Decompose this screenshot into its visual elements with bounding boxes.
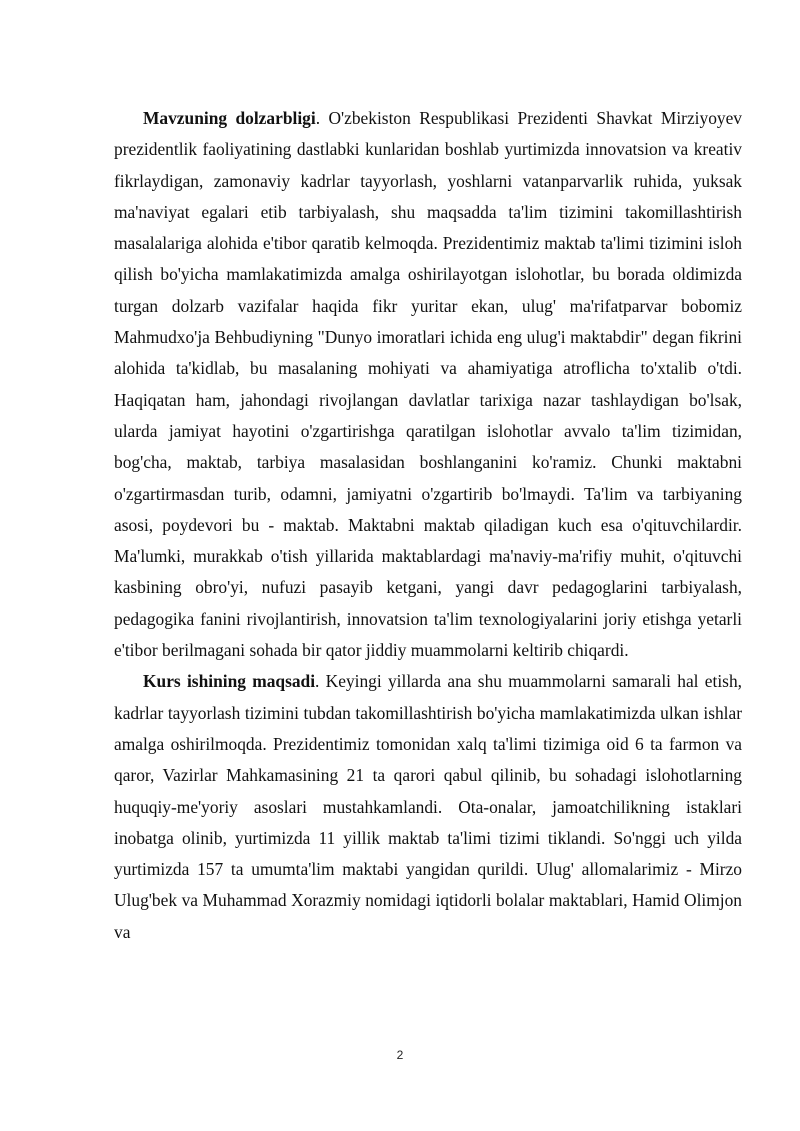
body-text bbox=[114, 103, 742, 948]
paragraph-text: . O'zbekiston Respublikasi Prezidenti Shavkat Mirziyoyev prezidentlik faoliyatining dastlabki kunlaridan boshlab yurtimizda innovatsion va kreativ fikrlaydigan, zamonaviy kadrlar tayyorlash, yoshlarni vatanparvarlik ruhida, yuksak ma'naviyat egalari etib tarbiyalash, shu maqsadda ta'lim tizimini takomillashtirish masalalariga alohida e'tibor qaratib kelmoqda. Prezidentimiz maktab ta'limi tizimini isloh qilish bo'yicha mamlakatimizda amalga oshirilayotgan islohotlar, bu borada oldimizda turgan dolzarb vazifalar haqida fikr yuritar ekan, ulug' ma'rifatparvar bobomiz Mahmudxo'ja Behbudiyning "Dunyo imoratlari ichida eng ulug'i maktabdir" degan fikrini alohida ta'kidlab, bu masalaning mohiyati va ahamiyatiga atroflicha to'xtalib o'tdi. Haqiqatan ham, jahondagi rivojlangan davlatlar tarixiga nazar tashlaydigan bo'lsak, ularda jamiyat hayotini o'zgartirishga qaratilgan islohotlar avvalo ta'lim tizimidan, bog'cha, maktab, tarbiya masalasidan boshlanganini ko'ramiz. Chunki maktabni o'zgartirmasdan turib, odamni, jamiyatni o'zgartirib bo'lmaydi. Ta'lim va tarbiyaning asosi, poydevori bu - maktab. Maktabni maktab qiladigan kuch esa o'qituvchilardir. Ma'lumki, murakkab o'tish yillarida maktablardagi ma'naviy-ma'rifiy muhit, o'qituvchi kasbining obro'yi, nufuzi pasayib ketgani, yangi davr pedagoglarini tarbiyalash, pedagogika fanini rivojlantirish, innovatsion ta'lim texnologiyalarini joriy etishga yetarli e'tibor berilmagani sohada bir qator jiddiy muammolarni keltirib chiqardi. bbox=[114, 108, 742, 661]
paragraph-relevance bbox=[114, 103, 742, 666]
page-number: 2 bbox=[396, 1048, 404, 1062]
section-heading-purpose: Kurs ishining maqsadi bbox=[143, 671, 316, 692]
section-heading-relevance: Mavzuning dolzarbligi bbox=[143, 108, 316, 128]
paragraph-purpose bbox=[114, 666, 742, 948]
paragraph-text: . Keyingi yillarda ana shu muammolarni samarali hal etish, kadrlar tayyorlash tizimini tubdan takomillashtirish bo'yicha mamlakatimizda ulkan ishlar amalga oshirilmoqda. Prezidentimiz tomonidan xalq ta'limi tizimiga oid 6 ta farmon va qaror, Vazirlar Mahkamasining 21 ta qarori qabul qilinib, bu sohadagi islohotlarning huquqiy-me'yoriy asoslari mustahkamlandi. Ota-onalar, jamoatchilikning istaklari inobatga olinib, yurtimizda 11 yillik maktab ta'limi tizimi tiklandi. So'nggi uch yilda yurtimizda 157 ta umumta'lim maktabi yangidan qurildi. Ulug' allomalarimiz - Mirzo Ulug'bek va Muhammad Xorazmiy nomidagi iqtidorli bolalar maktablari, Hamid Olimjon va bbox=[114, 671, 742, 942]
